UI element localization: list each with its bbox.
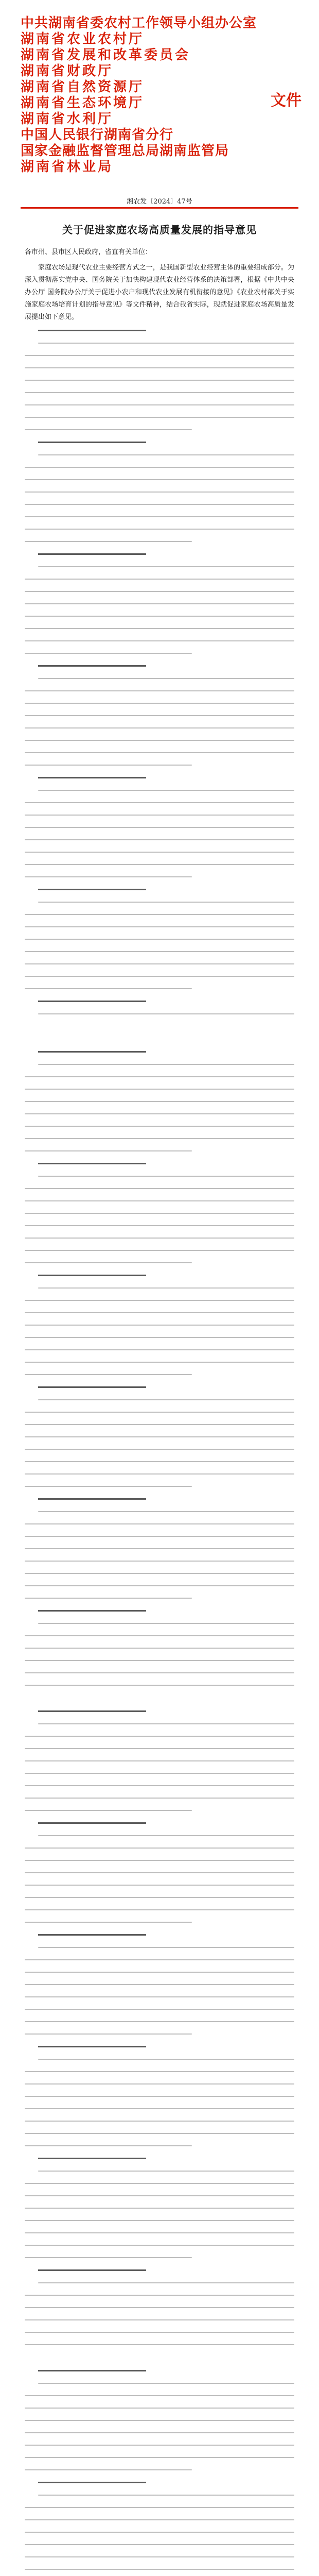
- text-line-placeholder: [25, 492, 294, 493]
- text-line-placeholder: [25, 504, 294, 505]
- text-line-placeholder: [25, 1685, 294, 1686]
- section-heading-placeholder: [38, 2046, 146, 2047]
- text-line-placeholder: [25, 2071, 294, 2072]
- text-line-placeholder: [38, 1835, 294, 1836]
- section-heading-placeholder: [38, 330, 146, 331]
- text-line-placeholder: [25, 2532, 294, 2533]
- document-title: 关于促进家庭农场高质量发展的指导意见: [62, 224, 257, 236]
- text-line-placeholder: [25, 2145, 192, 2146]
- text-line-placeholder: [25, 839, 294, 840]
- text-line-placeholder: [25, 1262, 192, 1263]
- text-line-placeholder: [25, 2569, 294, 2570]
- salutation: 各市州、县市区人民政府，省直有关单位：: [25, 248, 152, 256]
- text-line-placeholder: [25, 2096, 294, 2097]
- text-line-placeholder: [25, 2395, 294, 2396]
- text-line-placeholder: [25, 1486, 192, 1487]
- text-line-placeholder: [25, 827, 294, 828]
- text-line-placeholder: [25, 1213, 294, 1214]
- text-line-placeholder: [25, 1810, 192, 1811]
- text-line-placeholder: [25, 1337, 294, 1338]
- text-line-placeholder: [25, 951, 294, 952]
- authority-line: 中国人民银行湖南省分行: [21, 127, 174, 143]
- text-line-placeholder: [25, 429, 192, 430]
- text-line-placeholder: [25, 404, 294, 405]
- text-line-placeholder: [25, 579, 294, 580]
- text-line-placeholder: [25, 529, 294, 530]
- text-line-placeholder: [25, 1635, 294, 1636]
- section-heading-placeholder: [38, 1934, 146, 1936]
- text-line-placeholder: [25, 976, 294, 977]
- text-line-placeholder: [25, 1300, 294, 1301]
- text-line-placeholder: [38, 2383, 294, 2384]
- text-line-placeholder: [25, 1412, 294, 1413]
- text-line-placeholder: [25, 864, 294, 865]
- text-line-placeholder: [25, 1984, 294, 1985]
- text-line-placeholder: [25, 2083, 294, 2084]
- text-line-placeholder: [38, 454, 294, 455]
- text-line-placeholder: [25, 740, 294, 741]
- text-line-placeholder: [25, 1250, 294, 1251]
- text-line-placeholder: [25, 1748, 294, 1749]
- text-line-placeholder: [25, 1548, 294, 1549]
- text-line-placeholder: [25, 876, 192, 877]
- text-line-placeholder: [25, 1660, 294, 1661]
- body-text-block: [25, 1710, 294, 2357]
- text-line-placeholder: [25, 2295, 294, 2296]
- text-line-placeholder: [38, 1623, 294, 1624]
- text-line-placeholder: [25, 963, 294, 964]
- text-line-placeholder: [25, 541, 192, 542]
- text-line-placeholder: [25, 2245, 294, 2246]
- text-line-placeholder: [25, 690, 294, 691]
- document-type-label: 文件: [271, 92, 302, 110]
- intro-paragraph: 家庭农场是现代农业主要经营方式之一，是我国新型农业经营主体的重要组成部分。为深入贯彻落实党中央、国务院关于加快构建现代农业经营体系的决策部署，根据《中共中央办公厅 国务院办公厅关于促进小农户和现代农业发展有机衔接的意见》《农业农村部关于实施家庭农场培育计划的指导意见》等文件精神，结合我省实际，现就促进家庭农场高质量发展提出如下意见。: [25, 264, 294, 321]
- section-heading-placeholder: [38, 1051, 146, 1053]
- text-line-placeholder: [25, 2332, 294, 2333]
- text-line-placeholder: [25, 926, 294, 927]
- text-line-placeholder: [25, 815, 294, 816]
- text-line-placeholder: [25, 1362, 294, 1363]
- text-line-placeholder: [38, 1399, 294, 1400]
- text-line-placeholder: [25, 852, 294, 853]
- text-line-placeholder: [25, 1885, 294, 1886]
- section-heading-placeholder: [38, 1386, 146, 1388]
- section-heading-placeholder: [38, 1275, 146, 1276]
- authority-line: 湖南省生态环境厅: [21, 95, 145, 111]
- text-line-placeholder: [25, 1598, 192, 1599]
- text-line-placeholder: [25, 1424, 294, 1425]
- text-line-placeholder: [38, 2495, 294, 2496]
- section-heading-placeholder: [38, 777, 146, 778]
- text-line-placeholder: [25, 1200, 294, 1201]
- text-line-placeholder: [25, 367, 294, 368]
- text-line-placeholder: [25, 1436, 294, 1437]
- text-line-placeholder: [38, 790, 294, 791]
- text-line-placeholder: [25, 1573, 294, 1574]
- text-line-placeholder: [25, 380, 294, 381]
- body-text-block: [25, 330, 294, 1026]
- body-text-block: [25, 2370, 294, 2576]
- text-line-placeholder: [25, 1872, 294, 1873]
- text-line-placeholder: [38, 1723, 294, 1724]
- text-line-placeholder: [25, 2121, 294, 2122]
- text-line-placeholder: [38, 2282, 294, 2283]
- text-line-placeholder: [38, 1287, 294, 1289]
- document-number: 湘农发〔2024〕47号: [127, 198, 192, 206]
- text-line-placeholder: [25, 2445, 294, 2446]
- text-line-placeholder: [25, 1648, 294, 1649]
- text-line-placeholder: [25, 628, 294, 629]
- text-line-placeholder: [25, 1736, 294, 1737]
- text-line-placeholder: [25, 2507, 294, 2508]
- text-line-placeholder: [25, 2133, 294, 2134]
- text-line-placeholder: [25, 1785, 294, 1786]
- text-line-placeholder: [25, 1126, 294, 1127]
- text-line-placeholder: [25, 1349, 294, 1350]
- text-line-placeholder: [25, 1672, 294, 1673]
- text-line-placeholder: [25, 2307, 294, 2308]
- red-divider: [21, 207, 298, 209]
- text-line-placeholder: [25, 2432, 294, 2433]
- text-line-placeholder: [25, 1188, 294, 1189]
- text-line-placeholder: [25, 1561, 294, 1562]
- text-line-placeholder: [25, 2344, 294, 2345]
- text-line-placeholder: [25, 2232, 294, 2233]
- text-line-placeholder: [25, 1536, 294, 1537]
- text-line-placeholder: [25, 2469, 192, 2470]
- text-line-placeholder: [25, 392, 294, 393]
- text-line-placeholder: [25, 1312, 294, 1313]
- text-line-placeholder: [25, 2457, 294, 2458]
- text-line-placeholder: [25, 1150, 192, 1151]
- text-line-placeholder: [25, 1959, 294, 1960]
- text-line-placeholder: [38, 1176, 294, 1177]
- text-line-placeholder: [25, 1860, 294, 1861]
- text-line-placeholder: [25, 616, 294, 617]
- text-line-placeholder: [25, 2208, 294, 2209]
- text-line-placeholder: [25, 939, 294, 940]
- text-line-placeholder: [25, 417, 294, 418]
- text-line-placeholder: [25, 1089, 294, 1090]
- section-heading-placeholder: [38, 1822, 146, 1824]
- text-line-placeholder: [38, 1511, 294, 1512]
- section-heading-placeholder: [38, 1001, 146, 1002]
- text-line-placeholder: [25, 1449, 294, 1450]
- body-text-block: [25, 1051, 294, 1697]
- text-line-placeholder: [25, 1138, 294, 1139]
- text-line-placeholder: [25, 914, 294, 915]
- text-line-placeholder: [25, 1760, 294, 1761]
- section-heading-placeholder: [38, 1163, 146, 1164]
- text-line-placeholder: [25, 1922, 192, 1923]
- authority-line: 湖南省林业局: [21, 159, 114, 175]
- section-heading-placeholder: [38, 2370, 146, 2371]
- authority-line: 中共湖南省委农村工作领导小组办公室: [21, 15, 257, 31]
- text-line-placeholder: [25, 1238, 294, 1239]
- section-heading-placeholder: [38, 889, 146, 890]
- text-line-placeholder: [38, 343, 294, 344]
- section-heading-placeholder: [38, 1710, 146, 1712]
- text-line-placeholder: [25, 2257, 192, 2258]
- text-line-placeholder: [38, 1013, 294, 1014]
- text-line-placeholder: [25, 2220, 294, 2221]
- section-heading-placeholder: [38, 1610, 146, 1612]
- document-body-intro: [25, 246, 294, 327]
- section-heading-placeholder: [38, 553, 146, 555]
- text-line-placeholder: [25, 1225, 294, 1226]
- text-line-placeholder: [25, 2556, 294, 2557]
- text-line-placeholder: [25, 2319, 294, 2320]
- text-line-placeholder: [25, 355, 294, 356]
- text-line-placeholder: [25, 765, 192, 766]
- text-line-placeholder: [25, 640, 294, 641]
- text-line-placeholder: [25, 653, 192, 654]
- text-line-placeholder: [25, 2033, 192, 2035]
- text-line-placeholder: [25, 1113, 294, 1114]
- section-heading-placeholder: [38, 2269, 146, 2271]
- text-line-placeholder: [38, 1947, 294, 1948]
- text-line-placeholder: [25, 2009, 294, 2010]
- section-heading-placeholder: [38, 2158, 146, 2159]
- text-line-placeholder: [25, 1773, 294, 1774]
- authority-line: 国家金融监督管理总局湖南监管局: [21, 143, 229, 159]
- text-line-placeholder: [25, 1374, 192, 1375]
- text-line-placeholder: [25, 1897, 294, 1898]
- text-line-placeholder: [25, 752, 294, 753]
- authority-line: 湖南省自然资源厅: [21, 79, 145, 95]
- section-heading-placeholder: [38, 665, 146, 667]
- text-line-placeholder: [38, 2059, 294, 2060]
- text-line-placeholder: [25, 715, 294, 716]
- text-line-placeholder: [25, 1101, 294, 1102]
- text-line-placeholder: [25, 467, 294, 468]
- text-line-placeholder: [25, 2519, 294, 2520]
- text-line-placeholder: [25, 1909, 294, 1910]
- text-line-placeholder: [25, 2108, 294, 2109]
- text-line-placeholder: [25, 1076, 294, 1077]
- text-line-placeholder: [38, 902, 294, 903]
- text-line-placeholder: [25, 1461, 294, 1462]
- text-line-placeholder: [25, 1798, 294, 1799]
- section-heading-placeholder: [38, 442, 146, 443]
- section-heading-placeholder: [38, 2482, 146, 2483]
- text-line-placeholder: [38, 566, 294, 567]
- text-line-placeholder: [25, 1972, 294, 1973]
- text-line-placeholder: [25, 1585, 294, 1586]
- text-line-placeholder: [25, 988, 192, 989]
- text-line-placeholder: [25, 2195, 294, 2196]
- text-line-placeholder: [25, 2183, 294, 2184]
- text-line-placeholder: [25, 802, 294, 803]
- text-line-placeholder: [25, 2408, 294, 2409]
- text-line-placeholder: [25, 1473, 294, 1475]
- authority-line: 湖南省发展和改革委员会: [21, 47, 191, 63]
- text-line-placeholder: [25, 479, 294, 480]
- text-line-placeholder: [25, 516, 294, 517]
- text-line-placeholder: [25, 1325, 294, 1326]
- text-line-placeholder: [38, 678, 294, 679]
- text-line-placeholder: [25, 2544, 294, 2545]
- issuing-authorities: [21, 15, 302, 175]
- text-line-placeholder: [25, 727, 294, 728]
- text-line-placeholder: [25, 2420, 294, 2421]
- text-line-placeholder: [25, 603, 294, 604]
- text-line-placeholder: [25, 2021, 294, 2022]
- authority-line: 湖南省水利厅: [21, 111, 114, 127]
- authority-line: 湖南省农业农村厅: [21, 31, 145, 47]
- text-line-placeholder: [25, 1523, 294, 1524]
- text-line-placeholder: [38, 1064, 294, 1065]
- section-heading-placeholder: [38, 1498, 146, 1500]
- text-line-placeholder: [38, 2171, 294, 2172]
- authority-line: 湖南省财政厅: [21, 63, 114, 79]
- text-line-placeholder: [25, 703, 294, 704]
- text-line-placeholder: [25, 1996, 294, 1997]
- text-line-placeholder: [25, 1848, 294, 1849]
- text-line-placeholder: [25, 591, 294, 592]
